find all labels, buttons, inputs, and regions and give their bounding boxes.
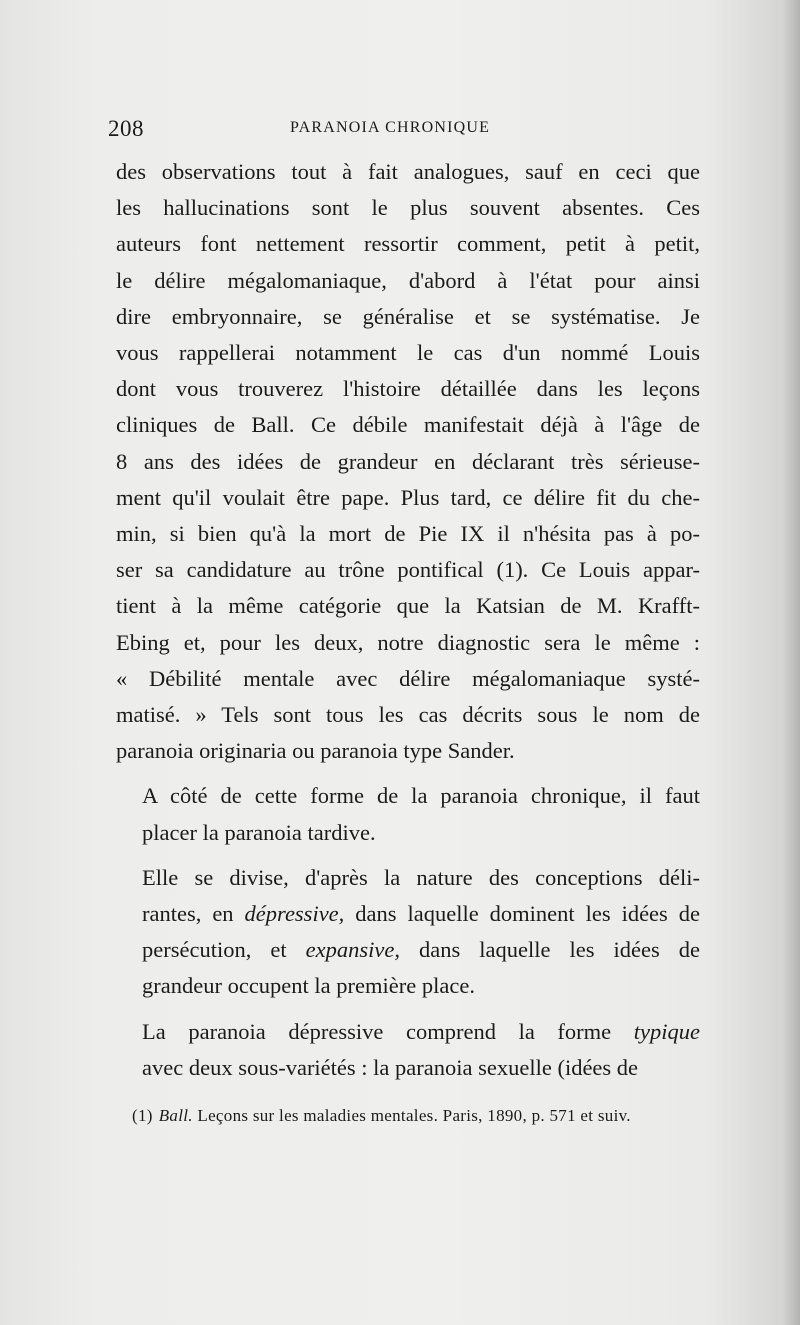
running-title: PARANOIA CHRONIQUE bbox=[290, 119, 491, 136]
text-line: placer la paranoia tardive. bbox=[142, 819, 376, 845]
text-line: Elle se divise, d'après la nature des conceptions déli- bbox=[142, 864, 700, 890]
body-text bbox=[116, 154, 700, 1086]
footnote-mark: (1) bbox=[132, 1106, 153, 1125]
text-fragment: rantes, en bbox=[142, 901, 234, 927]
text-line: vous rappellerai notamment le cas d'un nommé Louis bbox=[116, 340, 700, 366]
text-line: paranoia originaria ou paranoia type Sander. bbox=[116, 738, 515, 764]
text-line: matisé. » Tels sont tous les cas décrits sous le nom de bbox=[116, 702, 700, 728]
text-line bbox=[116, 932, 700, 968]
paragraph-1 bbox=[116, 154, 700, 769]
text-line: Ebing et, pour les deux, notre diagnostic sera le même : bbox=[116, 629, 700, 655]
text-line bbox=[116, 896, 700, 932]
paragraph-2 bbox=[116, 778, 700, 850]
text-fragment: La paranoia dépressive comprend la forme bbox=[142, 1018, 612, 1044]
text-line: « Débilité mentale avec délire mégalomaniaque systé- bbox=[116, 665, 700, 691]
emphasis-term: expansive, bbox=[305, 937, 400, 963]
text-line: tient à la même catégorie que la Katsian de M. Krafft- bbox=[116, 593, 700, 619]
text-line: 8 ans des idées de grandeur en déclarant très sérieuse- bbox=[116, 448, 700, 474]
emphasis-term: typique bbox=[633, 1018, 701, 1044]
footnote-text: Leçons sur les maladies mentales. Paris, 1890, p. 571 et suiv. bbox=[197, 1106, 631, 1125]
text-line: min, si bien qu'à la mort de Pie IX il n'hésita pas à po- bbox=[116, 521, 700, 547]
text-line: A côté de cette forme de la paranoia chronique, il faut bbox=[142, 783, 700, 809]
paragraph-4 bbox=[116, 1014, 700, 1086]
text-line: cliniques de Ball. Ce débile manifestait déjà à l'âge de bbox=[116, 412, 700, 438]
text-line: des observations tout à fait analogues, sauf en ceci que bbox=[116, 159, 700, 184]
text-line: ment qu'il voulait être pape. Plus tard, ce délire fit du che- bbox=[116, 484, 700, 510]
text-fragment: persécution, et bbox=[142, 937, 287, 963]
footnote-author: Ball. bbox=[158, 1106, 193, 1125]
footnote bbox=[132, 1106, 712, 1126]
text-line: dont vous trouverez l'histoire détaillée dans les leçons bbox=[116, 376, 700, 402]
page-number: 208 bbox=[108, 116, 144, 141]
text-line: ser sa candidature au trône pontifical (1). Ce Louis appar- bbox=[116, 557, 700, 583]
text-line: le délire mégalomaniaque, d'abord à l'état pour ainsi bbox=[116, 267, 700, 293]
text-line: grandeur occupent la première place. bbox=[142, 973, 475, 999]
text-line bbox=[116, 1014, 700, 1050]
text-line: auteurs font nettement ressortir comment, petit à petit, bbox=[116, 231, 700, 257]
text-line: dire embryonnaire, se généralise et se systématise. Je bbox=[116, 303, 700, 329]
text-fragment: dans laquelle les idées de bbox=[419, 937, 701, 963]
text-line: avec deux sous-variétés : la paranoia sexuelle (idées de bbox=[142, 1054, 639, 1080]
text-line: les hallucinations sont le plus souvent absentes. Ces bbox=[116, 195, 700, 221]
text-fragment: dans laquelle dominent les idées de bbox=[355, 901, 700, 927]
paragraph-3 bbox=[116, 860, 700, 1005]
page-edge-shadow bbox=[782, 0, 800, 1325]
page-header bbox=[108, 116, 708, 140]
emphasis-term: dépressive, bbox=[244, 901, 345, 927]
